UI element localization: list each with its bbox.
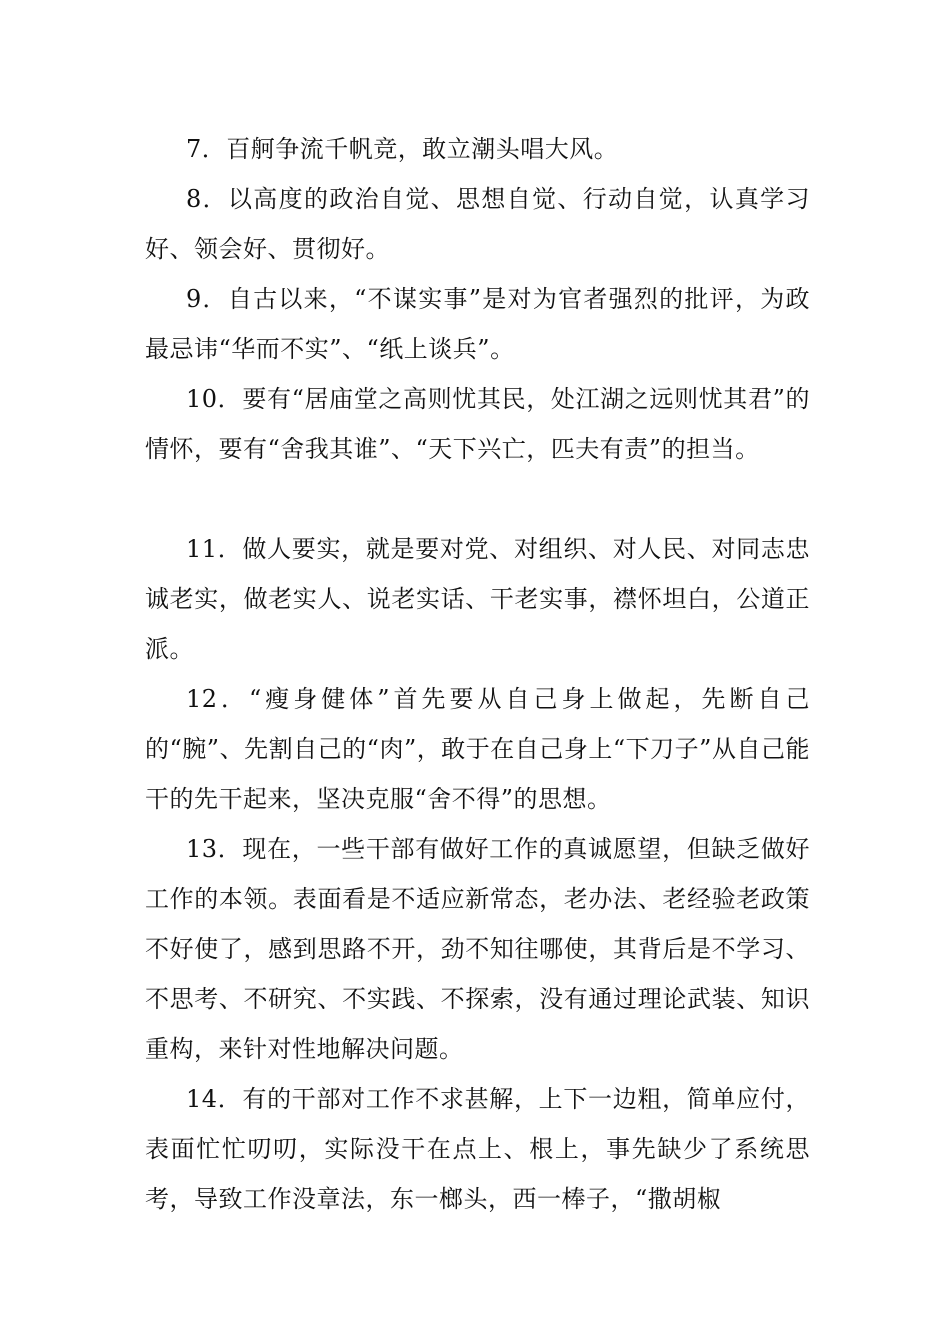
paragraph-number: 8． — [186, 185, 228, 213]
paragraph-9 — [145, 274, 810, 374]
paragraph-text: 自古以来，“不谋实事”是对为官者强烈的批评，为政最忌讳“华而不实”、“纸上谈兵”。 — [145, 285, 810, 363]
paragraph-14 — [145, 1074, 810, 1224]
paragraph-text: 有的干部对工作不求甚解，上下一边粗，简单应付，表面忙忙叨叨，实际没干在点上、根上，事先缺少了系统思考，导致工作没章法，东一榔头，西一棒子，“撒胡椒 — [145, 1085, 811, 1213]
paragraph-number: 14． — [186, 1085, 243, 1113]
paragraph-11 — [145, 524, 810, 674]
paragraph-8 — [145, 174, 810, 274]
paragraph-10 — [145, 374, 810, 474]
paragraph-number: 13． — [186, 835, 243, 863]
paragraph-number: 12． — [186, 685, 250, 713]
paragraph-text: 做人要实，就是要对党、对组织、对人民、对同志忠诚老实，做老实人、说老实话、干老实事，襟怀坦白，公道正派。 — [145, 535, 811, 663]
paragraph-7 — [145, 124, 810, 174]
paragraph-12 — [145, 674, 810, 824]
paragraph-number: 10． — [186, 385, 243, 413]
paragraph-text: 百舸争流千帆竞，敢立潮头唱大风。 — [226, 135, 619, 163]
paragraph-number: 7． — [186, 135, 227, 163]
paragraph-text: 以高度的政治自觉、思想自觉、行动自觉，认真学习好、领会好、贯彻好。 — [145, 185, 811, 263]
paragraph-number: 11． — [186, 535, 243, 563]
paragraph-text: 要有“居庙堂之高则忧其民，处江湖之远则忧其君”的情怀，要有“舍我其谁”、“天下兴亡，匹夫有责”的担当。 — [145, 385, 810, 463]
paragraph-text: “瘦身健体”首先要从自己身上做起，先断自己的“腕”、先割自己的“肉”，敢于在自己身上“下刀子”从自己能干的先干起来，坚决克服“舍不得”的思想。 — [145, 685, 810, 813]
paragraph-text: 现在，一些干部有做好工作的真诚愿望，但缺乏做好工作的本领。表面看是不适应新常态，老办法、老经验老政策不好使了，感到思路不开，劲不知往哪使，其背后是不学习、不思考、不研究、不实践、不探索，没有通过理论武装、知识重构，来针对性地解决问题。 — [145, 835, 811, 1063]
paragraph-number: 9． — [186, 285, 228, 313]
paragraph-13 — [145, 824, 810, 1074]
